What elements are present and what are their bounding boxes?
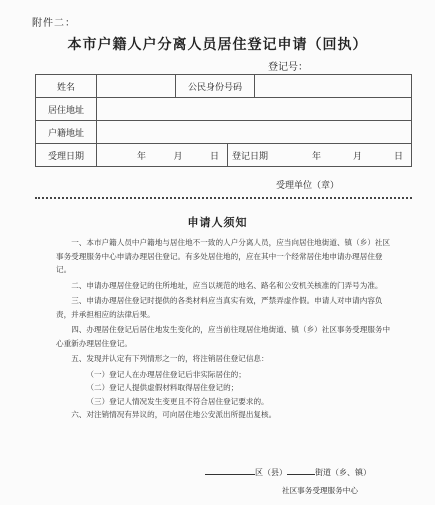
household-address-label: 户籍地址 (36, 121, 97, 144)
district-blank[interactable] (205, 466, 255, 475)
page-title: 本市户籍人户分离人员居住登记申请（回执） (67, 37, 368, 53)
residence-address-label: 居住地址 (36, 98, 97, 121)
notice-item-6: 六、对注销情况有异议的，可向居住地公安派出所提出复核。 (71, 410, 277, 419)
name-field[interactable] (97, 75, 176, 98)
notice-item-2: 二、申请办理居住登记的住所地址，应当以规范的地名、路名和公安机关核准的门弄号为准。 (71, 280, 383, 290)
registration-date-field[interactable] (272, 149, 411, 162)
registration-number-label: 登记号： (268, 62, 308, 73)
signature-line (205, 466, 371, 478)
notice-item-1: 一、本市户籍人员中户籍地与居住地不一致的人户分离人员，应当向居住地街道、镇（乡）社区事务受理服务中心申请办理居住登记。有多处居住地的，应在其中一个经常居住地申请办理居住登记。 (56, 238, 391, 274)
notice-title: 申请人须知 (187, 216, 248, 229)
id-number-label: 公民身份号码 (176, 75, 255, 98)
street-blank[interactable] (287, 466, 315, 475)
notice-item-5-3: （三）登记人情况发生变更且不符合居住登记要求的。 (86, 396, 269, 406)
street-label: 街道（乡、镇） (315, 468, 371, 477)
notice-item-5-1: （一）登记人在办理居住登记后非实际居住的； (86, 369, 246, 379)
acceptance-date-label: 受理日期 (36, 144, 97, 167)
service-center-label: 社区事务受理服务中心 (282, 486, 358, 495)
district-label: 区（县） (255, 468, 287, 477)
acceptance-date-field[interactable] (97, 149, 227, 162)
acceptance-month: 月 (173, 151, 183, 162)
attachment-label: 附件二： (32, 18, 76, 29)
date-row (97, 144, 412, 167)
name-label: 姓名 (36, 75, 97, 98)
notice-item-3: 三、申请办理居住登记时提供的各类材料应当真实有效，严禁弄虚作假。申请人对申请内容负责，并承担相应的法律后果。 (56, 296, 383, 319)
notice-body (56, 236, 396, 424)
notice-item-5-2: （二）登记人提供虚假材料取得居住登记的； (86, 383, 239, 392)
registration-day: 日 (393, 151, 403, 162)
acceptance-year: 年 (137, 151, 147, 162)
registration-year: 年 (312, 151, 322, 162)
accepting-unit-stamp-label: 受理单位（章） (276, 181, 340, 191)
registration-form-table (35, 74, 412, 167)
tear-line-divider (35, 197, 412, 199)
household-address-field[interactable] (97, 121, 412, 144)
residence-address-field[interactable] (97, 98, 412, 121)
id-number-field[interactable] (255, 75, 412, 98)
registration-month: 月 (353, 151, 363, 162)
notice-item-4: 四、办理居住登记后居住地发生变化的，应当前往现居住地街道、镇（乡）社区事务受理服务中心重新办理居住登记。 (56, 325, 391, 348)
acceptance-day: 日 (209, 151, 219, 162)
registration-date-label: 登记日期 (227, 144, 272, 166)
notice-item-5: 五、发现并认定有下列情形之一的，将注销居住登记信息： (71, 354, 269, 363)
